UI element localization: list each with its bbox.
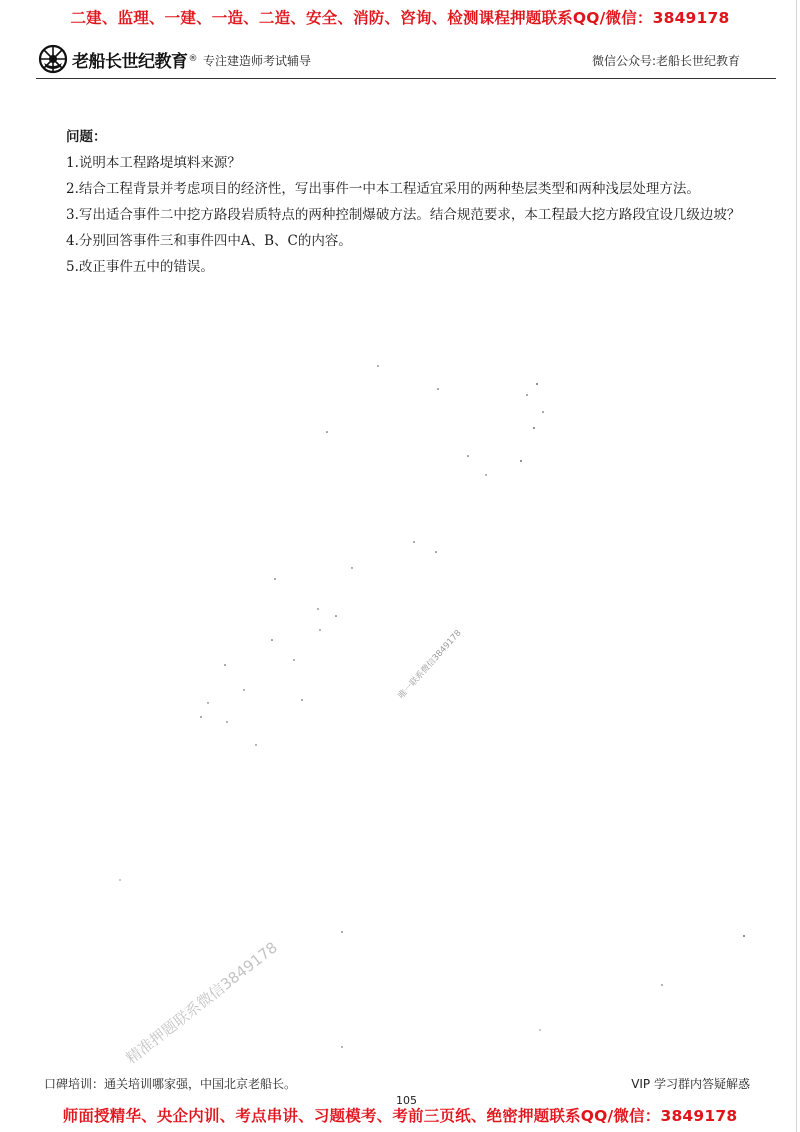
logo-text: 老船长世纪教育 xyxy=(72,51,188,72)
header-divider xyxy=(36,78,776,79)
question-item: 3.写出适合事件二中挖方路段岩质特点的两种控制爆破方法。结合规范要求，本工程最大挖方路段宜设几级边坡？ xyxy=(66,207,741,223)
bottom-banner: 师面授精华、央企内训、考点串讲、习题模考、考前三页纸、绝密押题联系QQ/微信：3849178 xyxy=(62,1107,738,1125)
watermark-center: 唯一联系微信3849178 xyxy=(396,628,464,702)
registered-mark: ® xyxy=(188,54,198,64)
question-item: 2.结合工程背景并考虑项目的经济性，写出事件一中本工程适宜采用的两种垫层类型和两种浅层处理方法。 xyxy=(66,181,700,197)
scan-edge-line xyxy=(796,0,797,1132)
footer-vip-note: VIP 学习群内答疑解惑 xyxy=(631,1077,750,1091)
questions-section xyxy=(66,124,756,280)
ship-helm-logo-icon xyxy=(38,44,68,74)
watermark-lower: 精准押题联系微信3849178 xyxy=(122,938,281,1068)
header-slogan: 专注建造师考试辅导 xyxy=(203,54,312,68)
top-banner: 二建、监理、一建、一造、二造、安全、消防、咨询、检测课程押题联系QQ/微信：3849178 xyxy=(70,9,730,27)
header-wechat: 微信公众号:老船长世纪教育 xyxy=(591,54,740,68)
footer-slogan: 口碑培训：通关培训哪家强，中国北京老船长。 xyxy=(44,1077,297,1091)
page-number: 105 xyxy=(396,1094,417,1107)
question-item: 1.说明本工程路堤填料来源？ xyxy=(66,155,241,171)
questions-heading: 问题： xyxy=(66,129,107,145)
brand-logo xyxy=(38,44,198,74)
question-item: 4.分别回答事件三和事件四中A、B、C的内容。 xyxy=(66,233,352,249)
page-header xyxy=(38,44,740,78)
question-item: 5.改正事件五中的错误。 xyxy=(66,259,214,275)
